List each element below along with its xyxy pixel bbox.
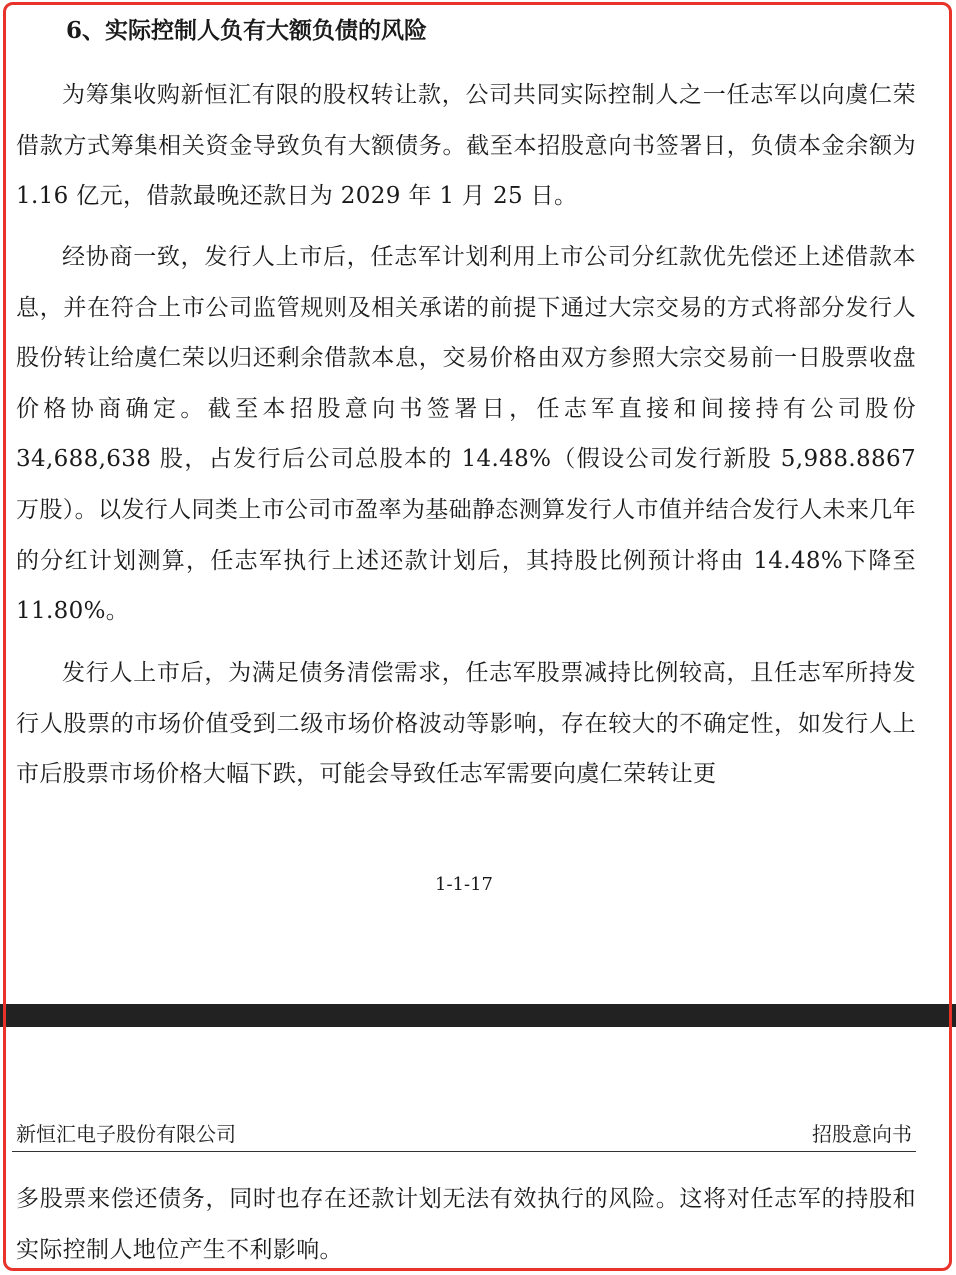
running-header-document-type: 招股意向书 bbox=[812, 1122, 912, 1146]
page-break-divider bbox=[0, 1004, 956, 1027]
paragraph-continuation: 多股票来偿还债务，同时也存在还款计划无法有效执行的风险。这将对任志军的持股和实际控制人地位产生不利影响。 bbox=[16, 1186, 916, 1263]
page-number: 1-1-17 bbox=[435, 874, 493, 895]
paragraph-debt-background: 为筹集收购新恒汇有限的股权转让款，公司共同实际控制人之一任志军以向虞仁荣借款方式筹集相关资金导致负有大额债务。截至本招股意向书签署日，负债本金余额为 1.16 亿元，借款最晚还款日为 2029 年 1 月 25 日。 bbox=[16, 82, 916, 210]
paragraph-risk-uncertainty: 发行人上市后，为满足债务清偿需求，任志军股票减持比例较高，且任志军所持发行人股票的市场价值受到二级市场价格波动等影响，存在较大的不确定性，如发行人上市后股票市场价格大幅下跌，可能会导致任志军需要向虞仁荣转让更 bbox=[16, 660, 916, 788]
paragraph-repayment-plan: 经协商一致，发行人上市后，任志军计划利用上市公司分红款优先偿还上述借款本息，并在符合上市公司监管规则及相关承诺的前提下通过大宗交易的方式将部分发行人股份转让给虞仁荣以归还剩余借款本息，交易价格由双方参照大宗交易前一日股票收盘价格协商确定。截至本招股意向书签署日，任志军直接和间接持有公司股份 34,688,638 股，占发行后公司总股本的 14.48%（假设公司发行新股 5,988.8867 万股）。以发行人同类上市公司市盈率为基础静态测算发行人市值并结合发行人未来几年的分红计划测算，任志军执行上述还款计划后，其持股比例预计将由 14.48%下降至 11.80%。 bbox=[16, 244, 916, 625]
section-heading: 6、实际控制人负有大额负债的风险 bbox=[66, 17, 428, 44]
running-header-company: 新恒汇电子股份有限公司 bbox=[16, 1122, 236, 1146]
header-rule bbox=[12, 1151, 916, 1152]
